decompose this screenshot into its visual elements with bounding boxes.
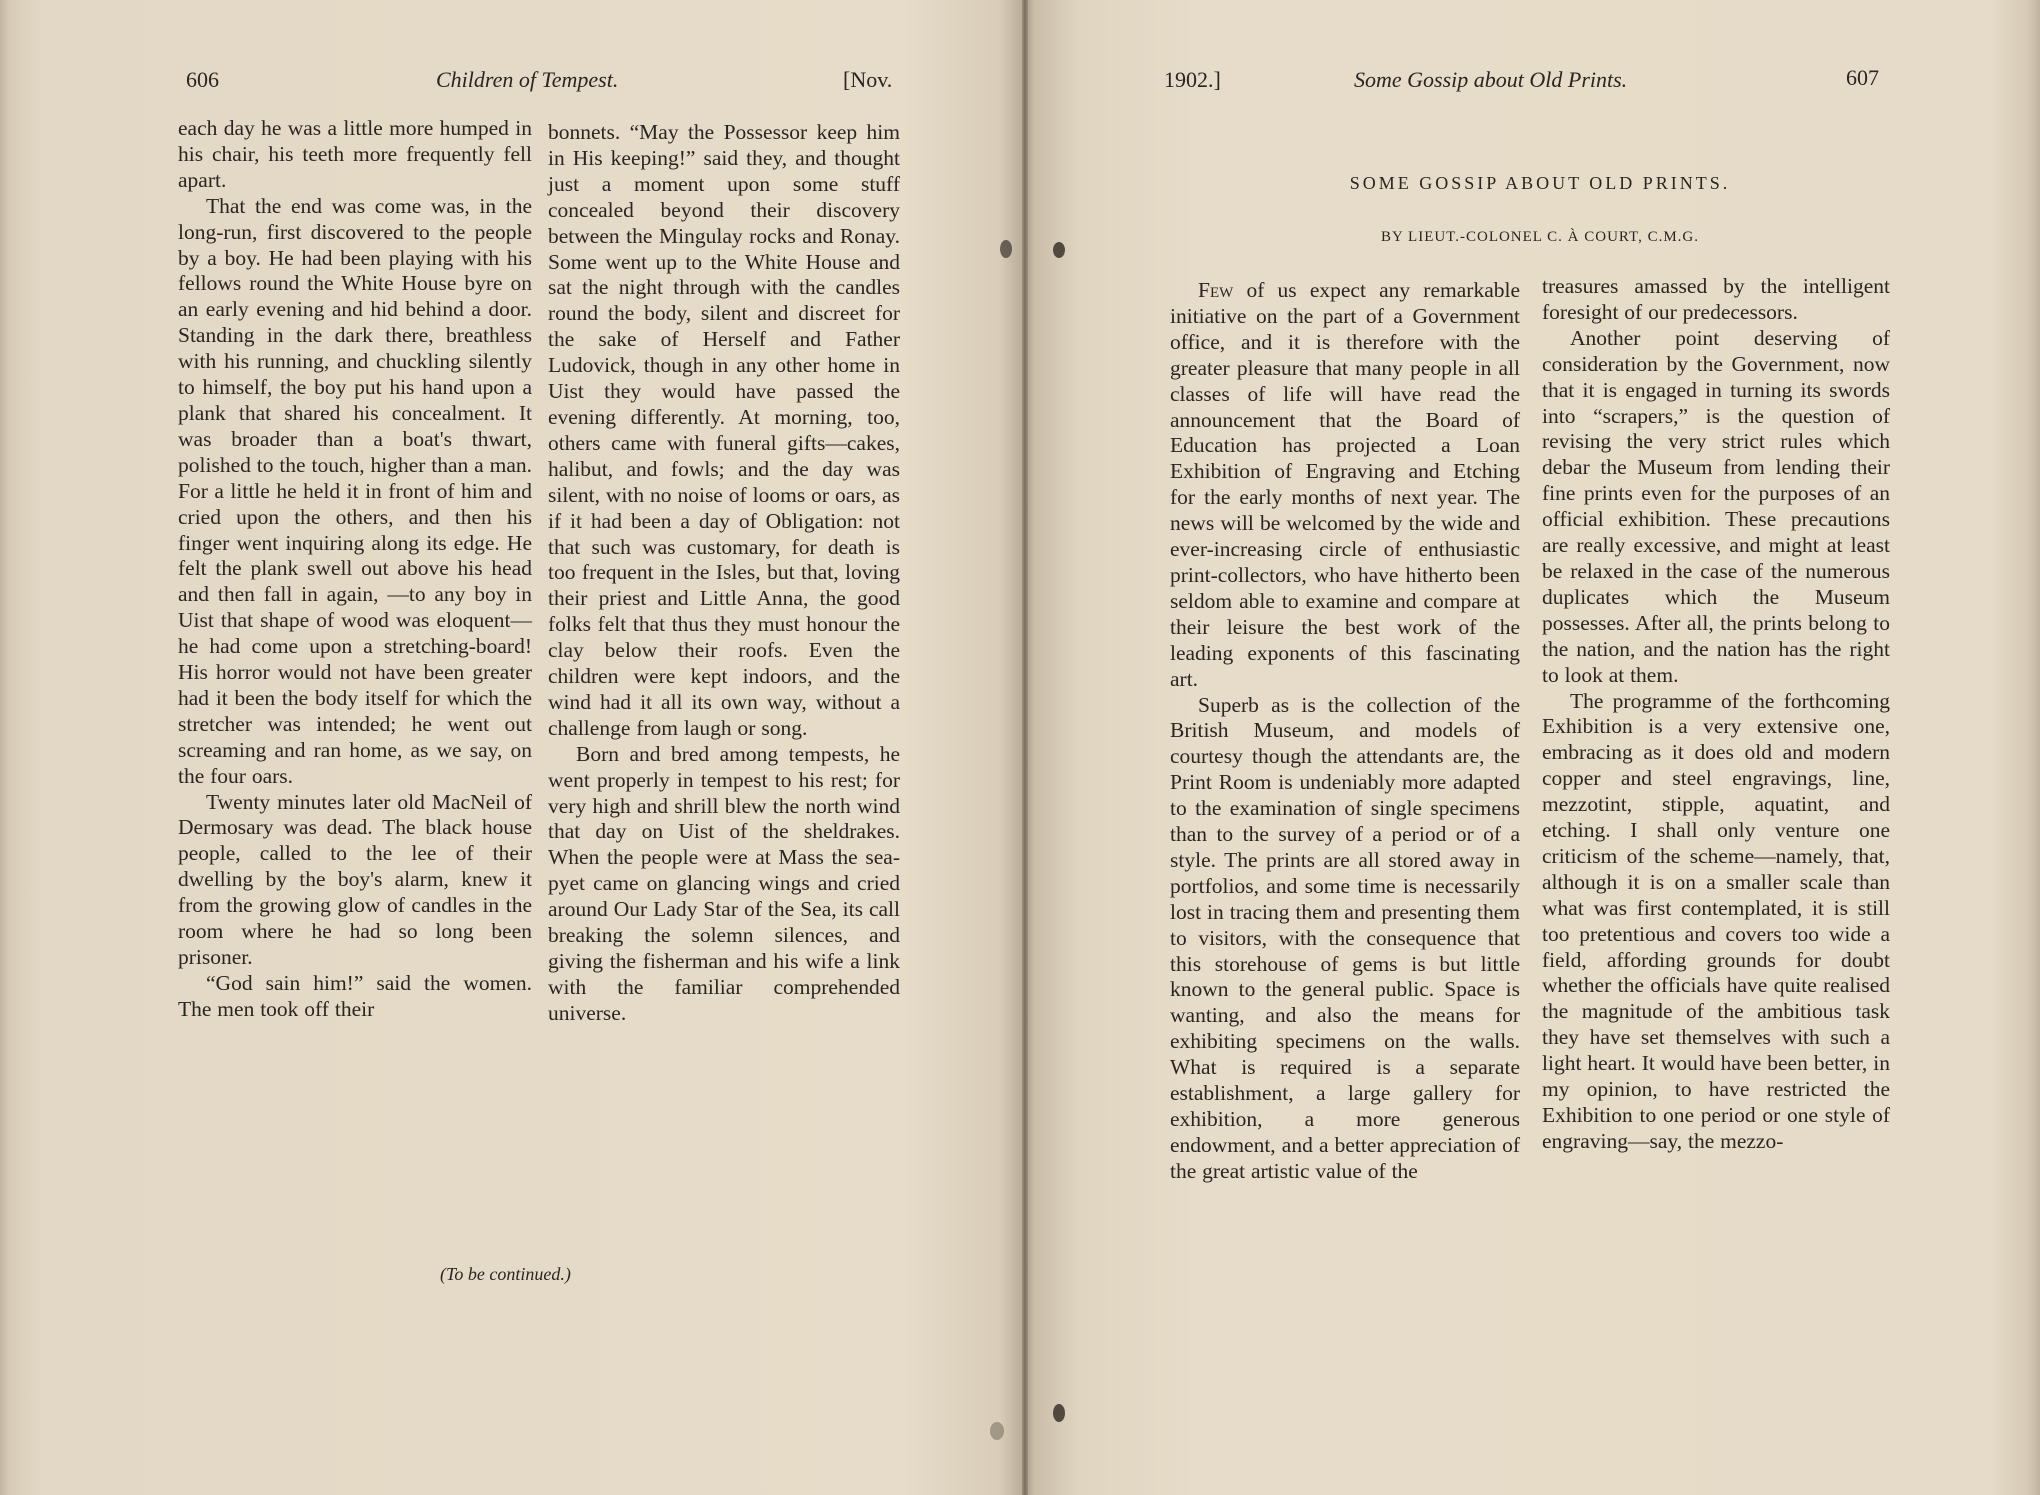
paragraph: The programme of the forthcoming Exhibition is a very extensive one, embracing as it does old and modern copper and steel engravings, line, mezzotint, stipple, aquatint, and etching. I shall only venture one criticism of the scheme—namely, that, although it is on a smaller scale than what was first contemplated, it is still too pretentious and covers too wide a field, affording grounds for doubt whether the officials have quite realised the magnitude of the ambitious task they have set themselves with such a light heart. It would have been better, in my opinion, to have restricted the Exhibition to one period or one style of engraving—say, the mezzo- (1542, 688, 1890, 1153)
left-column-1 (178, 116, 532, 1023)
paper-blemish (990, 1422, 1004, 1440)
paragraph: Another point deserving of consideration by the Government, now that it is engaged in turning its swords into “scrapers,” is the question of revising the very strict rules which debar the Museum from lending their fine prints even for the purposes of an official exhibition. These precautions are really excessive, and might at least be relaxed in the case of the numerous duplicates which the Museum possesses. After all, the prints belong to the nation, and the nation has the right to look at them. (1542, 325, 1890, 687)
right-running-title: Some Gossip about Old Prints. (1354, 67, 1628, 92)
paragraph: “God sain him!” said the women. The men took off their (178, 970, 532, 1021)
paragraph: Twenty minutes later old MacNeil of Dermosary was dead. The black house people, called to the lee of their dwelling by the boy's alarm, knew it from the growing glow of candles in the room where he had so long been prisoner. (178, 789, 532, 969)
paragraph: Superb as is the collection of the British Museum, and models of courtesy though the attendants are, the Print Room is undeniably more adapted to the examination of single specimens than to the survey of a period or of a style. The prints are all stored away in portfolios, and some time is necessarily lost in tracing them and presenting them to visitors, with the consequence that this storehouse of gems is but little known to the general public. Space is wanting, and also the means for exhibiting specimens on the walls. What is required is a separate establishment, a large gallery for exhibition, a more generous endowment, and a better appreciation of the great artistic value of the (1170, 692, 1520, 1183)
to-be-continued: (To be continued.) (440, 1264, 571, 1284)
book-spine (1022, 0, 1028, 1495)
paragraph: Born and bred among tempests, he went properly in tempest to his rest; for very high and shrill blew the north wind that day on Uist of the sheldrakes. When the people were at Mass the sea-pyet came on glancing wings and cried around Our Lady Star of the Sea, its call breaking the solemn silences, and giving the fisherman and his wife a link with the familiar comprehended universe. (548, 741, 900, 1025)
paragraph: each day he was a little more humped in his chair, his teeth more frequently fell apart. (178, 116, 532, 192)
paragraph: That the end was come was, in the long-run, first discovered to the people by a boy. He had been playing with his fellows round the White House byre on an early evening and hid behind a door. Standing in the dark there, breathless with his running, and chuckling silently to himself, the boy put his hand upon a plank that shared his concealment. It was broader than a boat's thwart, polished to the touch, higher than a man. For a little he held it in front of him and cried upon the others, and then his finger went inquiring along its edge. He felt the plank swell out above his head and then fall in again, —to any boy in Uist that shape of wood was eloquent—he had come upon a stretching-board! His horror would not have been greater had it been the body itself for which the stretcher was intended; he went out screaming and ran home, as we say, on the four oars. (178, 193, 532, 788)
article-byline: BY LIEUT.-COLONEL C. À COURT, C.M.G. (1381, 229, 1699, 245)
right-page (1030, 0, 2040, 1495)
right-year: 1902.] (1164, 67, 1221, 92)
left-month: [Nov. (843, 67, 893, 92)
right-column-1 (1170, 278, 1520, 1185)
left-page-number: 606 (186, 67, 219, 92)
paragraph: treasures amassed by the intelligent foresight of our predecessors. (1542, 274, 1890, 324)
left-running-title: Children of Tempest. (436, 67, 619, 92)
article-title: SOME GOSSIP ABOUT OLD PRINTS. (1349, 173, 1731, 193)
right-page-number: 607 (1846, 65, 1879, 90)
paragraph: bonnets. “May the Possessor keep him in His keeping!” said they, and thought just a moment upon some stuff concealed beyond their discovery between the Mingulay rocks and Ronay. Some went up to the White House and sat the night through with the candles round the body, silent and discreet for the sake of Herself and Father Ludovick, though in any other home in Uist they would have passed the evening differently. At morning, too, others came with funeral gifts—cakes, halibut, and fowls; and the day was silent, with no noise of looms or oars, as if it had been a day of Obligation: not that such was customary, for death is too frequent in the Isles, but that, loving their priest and Little Anna, the good folks felt that thus they must honour the clay below their roofs. Even the children were kept indoors, and the wind had it all its own way, without a challenge from laugh or song. (548, 120, 900, 740)
binding-hole (1053, 1404, 1065, 1422)
drop-word: Few (1198, 278, 1234, 302)
right-column-2 (1542, 274, 1890, 1155)
paragraph: of us expect any remarkable initiative on the part of a Government office, and it is therefore with the greater pleasure that many people in all classes of life will have read the announcement that the Board of Education has projected a Loan Exhibition of Engraving and Etching for the early months of next year. The news will be welcomed by the wide and ever-increasing circle of enthusiastic print-collectors, who have hitherto been seldom able to examine and compare at their leisure the best work of the leading exponents of this fascinating art. (1170, 278, 1520, 691)
left-column-2 (548, 120, 900, 1027)
binding-hole (1053, 242, 1065, 258)
paper-blemish (1000, 240, 1012, 258)
